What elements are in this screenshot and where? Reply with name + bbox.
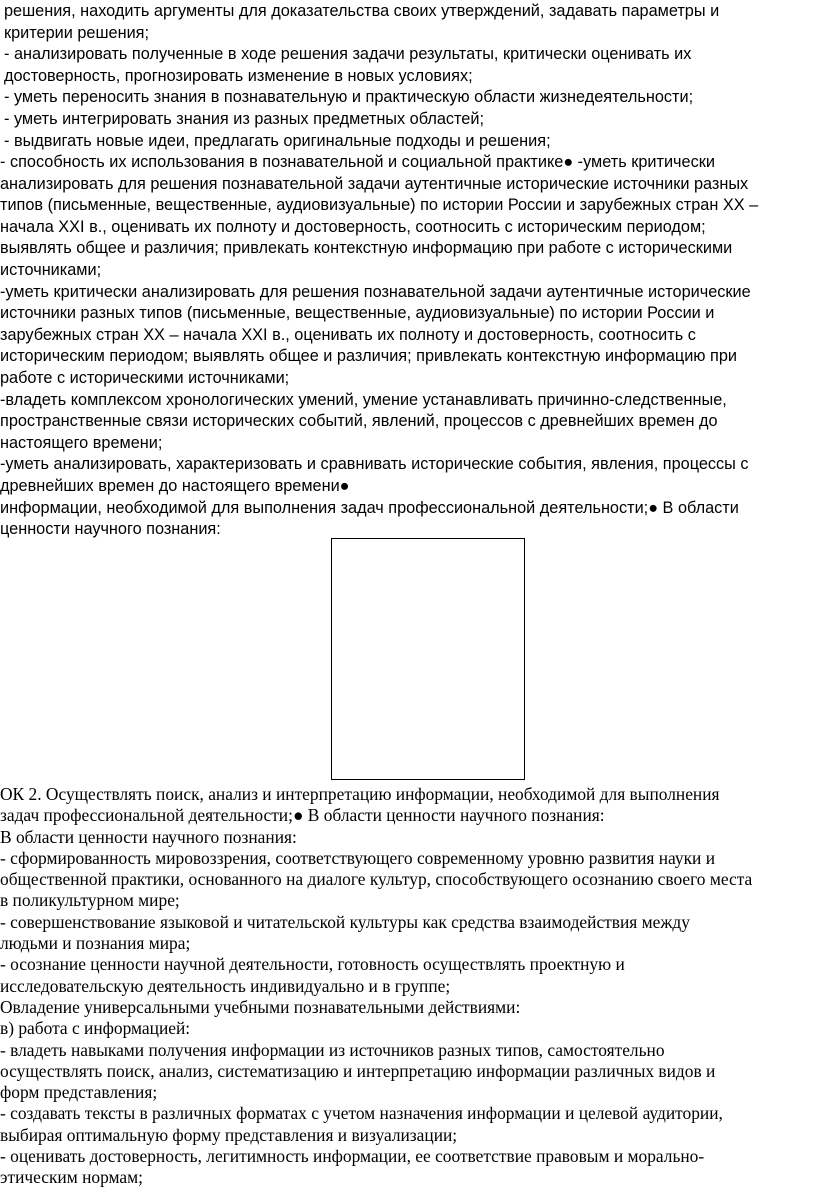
text-line: источниками; [0,260,102,279]
text-line: задач профессиональной деятельности;● В области ценности научного познания: [0,805,605,826]
text-line: этическим нормам; [0,1167,143,1188]
text-block-top [0,1,814,152]
text-line: информации, необходимой для выполнения задач профессиональной деятельности;● В области [0,498,739,517]
text-line: - совершенствование языковой и читательской культуры как средства взаимодействия между [0,911,690,932]
text-line: ОК 2. Осуществлять поиск, анализ и интерпретацию информации, необходимой для выполнения [0,784,720,804]
text-line: - создавать тексты в различных форматах с учетом назначения информации и целевой аудитории, [0,1103,723,1124]
text-line: - уметь переносить знания в познавательную и практическую области жизнедеятельности; [4,88,694,107]
text-line: работе с историческими источниками; [0,368,290,387]
text-line: - владеть навыками получения информации из источников разных типов, самостоятельно [0,1039,665,1060]
text-line: ценности научного познания: [0,520,221,539]
text-line: анализировать для решения познавательной задачи аутентичные исторические источники разных [0,174,749,193]
text-line: общественной практики, основанного на диалоге культур, способствующего осознанию своего места [0,869,753,890]
text-line: - способность их использования в познавательной и социальной практике● -уметь критически [0,153,715,171]
text-line: - сформированность мировоззрения, соответствующего современному уровню развития науки и [0,847,716,868]
text-line: Овладение универсальными учебными познавательными действиями: [0,996,521,1017]
text-line: - выдвигать новые идеи, предлагать оригинальные подходы и решения; [4,131,551,150]
text-line: выявлять общее и различия; привлекать контекстную информацию при работе с историческими [0,239,733,258]
text-line: форм представления; [0,1082,158,1103]
text-line: критерии решения; [4,23,150,42]
text-line: источники разных типов (письменные, вещественные, аудиовизуальные) по истории России и [0,304,715,323]
text-line: решения, находить аргументы для доказательства своих утверждений, задавать параметры и [4,2,720,20]
text-line: исследовательскую деятельность индивидуально и в группе; [0,975,451,996]
text-line: историческим периодом; выявлять общее и различия; привлекать контекстную информацию при [0,347,737,366]
text-line: В области ценности научного познания: [0,826,297,847]
text-line: осуществлять поиск, анализ, систематизацию и интерпретацию информации различных видов и [0,1060,716,1081]
empty-image-frame [331,538,525,780]
text-line: -уметь критически анализировать для решения познавательной задачи аутентичные исторические [0,282,751,301]
text-block-bottom [0,784,810,1189]
text-line: - уметь интегрировать знания из разных предметных областей; [4,109,484,128]
text-line: настоящего времени; [0,433,163,452]
text-line: - анализировать полученные в ходе решения задачи результаты, критически оценивать их [4,45,692,64]
text-line: начала XXI в., оценивать их полноту и достоверность, соотносить с историческим периодом; [0,217,706,236]
text-line: -владеть комплексом хронологических умений, умение устанавливать причинно-следственные, [0,390,727,409]
text-line: древнейших времен до настоящего времени● [0,476,350,495]
text-block-middle [0,152,810,541]
text-line: -уметь анализировать, характеризовать и сравнивать исторические события, явления, процессы с [0,455,749,474]
text-line: - осознание ценности научной деятельности, готовность осуществлять проектную и [0,954,625,975]
text-line: типов (письменные, вещественные, аудиовизуальные) по истории России и зарубежных стран XX – [0,196,759,215]
text-line: людьми и познания мира; [0,933,191,954]
text-line: в поликультурном мире; [0,890,180,911]
text-line: пространственные связи исторических событий, явлений, процессов с древнейших времен до [0,412,718,431]
text-line: в) работа с информацией: [0,1018,191,1039]
text-line: достоверность, прогнозировать изменение в новых условиях; [4,66,473,85]
text-line: выбирая оптимальную форму представления и визуализации; [0,1124,458,1145]
text-line: зарубежных стран XX – начала XXI в., оценивать их полноту и достоверность, соотносить с [0,325,696,344]
text-line: - оценивать достоверность, легитимность информации, ее соответствие правовым и морально- [0,1146,705,1167]
